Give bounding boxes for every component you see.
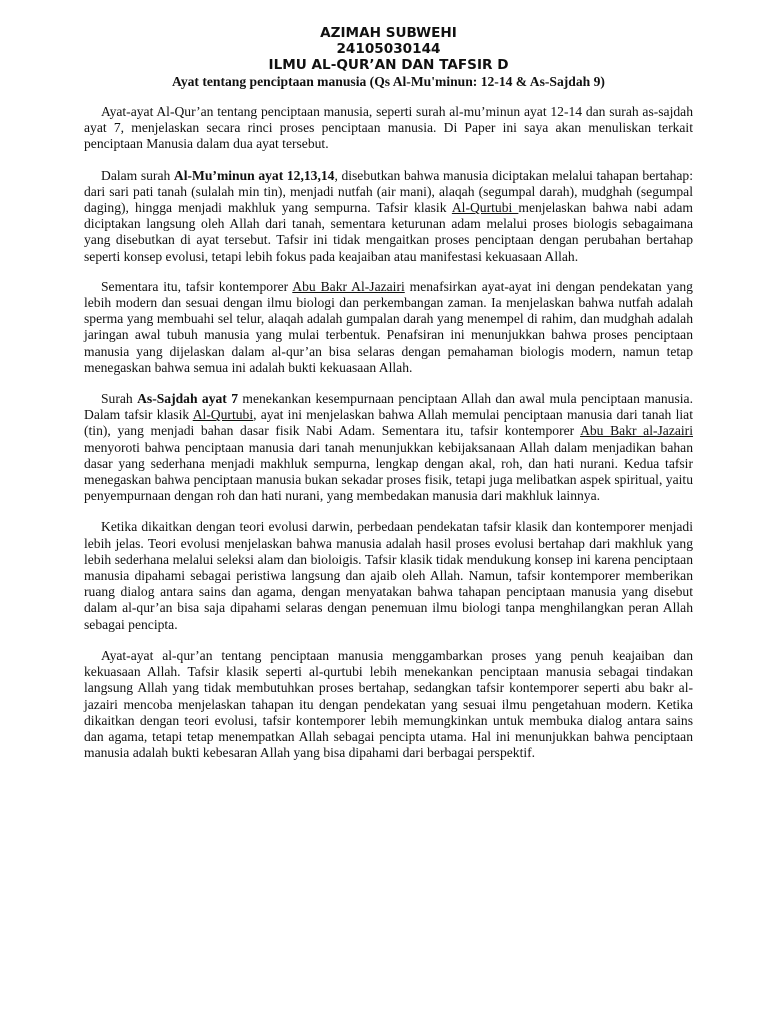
- paragraph-al-muminun: [84, 168, 693, 265]
- link-al-qurtubi[interactable]: Al-Qurtubi: [451, 200, 519, 216]
- paragraph-text: menafsirkan ayat-ayat ini dengan pendekatan yang lebih modern dan sesuai dengan ilmu biologi dan perkembangan zaman. Ia menjelaskan bahwa nutfah adalah sperma yang membuahi sel telur, alaqah adalah gumpalan darah yang menempel di rahim, dan mudghah adalah jaringan awal tubuh manusia yang mulai terbentuk. Penafsiran ini menunjukkan bahwa proses penciptaan manusia yang dijelaskan dalam al-qur’an bisa selaras dengan pemahaman biologis modern, namun tetap menegaskan bahwa semua ini adalah bukti kekuasaan Allah.: [84, 278, 693, 375]
- student-id: 24105030144: [336, 41, 441, 57]
- paragraph-text: Ketika dikaitkan dengan teori evolusi darwin, perbedaan pendekatan tafsir klasik dan kontemporer menjadi lebih jelas. Teori evolusi menjelaskan bahwa manusia adalah hasil proses evolusi bertahap dari makhluk yang lebih sederhana melalui seleksi alam dan bioloigis. Tafsir klasik tidak mendukung konsep ini karena penciptaan manusia dipahami sebagai peristiwa langsung dan ajaib oleh Allah. Namun, tafsir kontemporer memberikan ruang dialog antara sains dan agama, dengan menyatakan bahwa tahapan penciptaan manusia yang disebut dalam al-qur’an bisa saja dipahami selaras dengan penemuan ilmu biologi tanpa menghilangkan peran Allah sebagai pencipta.: [84, 519, 693, 632]
- paragraph-as-sajdah: [84, 391, 693, 504]
- document-page: [84, 25, 693, 776]
- paragraph-text: menjelaskan bahwa nabi adam diciptakan langsung oleh Allah dari tanah, sementara keturunan adam melalui proses biologis sebagaimana yang disebutkan di ayat tersebut. Tafsir ini tidak mengaitkan proses penciptaan dengan perubahan bertahap seperti konsep evolusi, tetapi lebih fokus pada keajaiban atau manifestasi kekuasaan Allah.: [84, 200, 693, 264]
- surah-reference: As-Sajdah ayat 7: [137, 391, 238, 407]
- paragraph-evolusi: [84, 519, 693, 632]
- link-abu-bakr-al-jazairi[interactable]: Abu Bakr al-Jazairi: [580, 423, 693, 439]
- paragraph-text: Dalam surah: [101, 167, 174, 183]
- paragraph-text: Sementara itu, tafsir kontemporer: [101, 278, 293, 294]
- paragraph-text: menekankan kesempurnaan penciptaan Allah dan awal mula penciptaan manusia. Dalam tafsir klasik: [84, 391, 693, 423]
- document-title: Ayat tentang penciptaan manusia (Qs Al-Mu'minun: 12-14 & As-Sajdah 9): [172, 74, 605, 89]
- paragraph-al-jazairi: [84, 279, 693, 376]
- paragraph-conclusion: [84, 648, 693, 761]
- course-name: ILMU AL-QUR’AN DAN TAFSIR D: [268, 57, 509, 73]
- author-name: AZIMAH SUBWEHI: [320, 25, 457, 41]
- paragraph-text: Surah: [101, 391, 138, 407]
- paragraph-text: , disebutkan bahwa manusia diciptakan melalui tahapan bertahap: dari sari pati tanah (sulalah min tin), menjadi nutfah (air mani), alaqah (segumpal darah), mudghah (segumpal daging), hingga menjadi makhluk yang sempurna. Tafsir klasik: [84, 167, 693, 216]
- paragraph-text: menyoroti bahwa penciptaan manusia dari tanah menunjukkan kebijaksanaan Allah dalam menjadikan bahan dasar yang sederhana menjadi makhluk sempurna, lengkap dengan akal, roh, dan hati nurani. Kedua tafsir menegaskan bahwa penciptaan manusia bukan sekadar proses fisik, tetapi juga melibatkan aspek spiritual, yaitu penyempurnaan dengan roh dan hati nurani, yang membedakan manusia dari makhluk lainnya.: [84, 439, 693, 504]
- paragraph-text: , ayat ini menjelaskan bahwa Allah memulai penciptaan manusia dari tanah liat (tin), yang menjadi bahan dasar fisik Nabi Adam. Sementara itu, tafsir kontemporer: [84, 407, 693, 439]
- link-al-qurtubi[interactable]: Al-Qurtubi: [192, 407, 254, 423]
- paragraph-text: Ayat-ayat al-qur’an tentang penciptaan manusia menggambarkan proses yang penuh keajaiban dan kekuasaan Allah. Tafsir klasik seperti al-qurtubi lebih menekankan penciptaan manusia sebagai tindakan langsung Allah yang tidak membutuhkan proses bertahap, sedangkan tafsir kontemporer seperti abu bakr al-jazairi mencoba menjelaskan tahapan itu dengan pendekatan yang sesuai ilmu pengetahuan modern. Ketika dikaitkan dengan teori evolusi, tafsir kontemporer lebih memungkinkan untuk membuka dialog antara sains dan agama, tetapi tetap menempatkan Allah sebagai pencipta utama. Hal ini menunjukkan bahwa penciptaan manusia adalah bukti kebesaran Allah yang bisa dipahami dari berbagai perspektif.: [84, 647, 693, 761]
- paragraph-intro: [84, 104, 693, 153]
- paragraph-text: Ayat-ayat Al-Qur’an tentang penciptaan manusia, seperti surah al-mu’minun ayat 12-14 dan surah as-sajdah ayat 7, menjelaskan secara rinci proses penciptaan manusia. Di Paper ini saya akan menuliskan terkait penciptaan Manusia dalam dua ayat tersebut.: [84, 104, 693, 152]
- link-abu-bakr-al-jazairi[interactable]: Abu Bakr Al-Jazairi: [292, 278, 405, 294]
- surah-reference: Al-Mu’minun ayat 12,13,14: [173, 167, 335, 183]
